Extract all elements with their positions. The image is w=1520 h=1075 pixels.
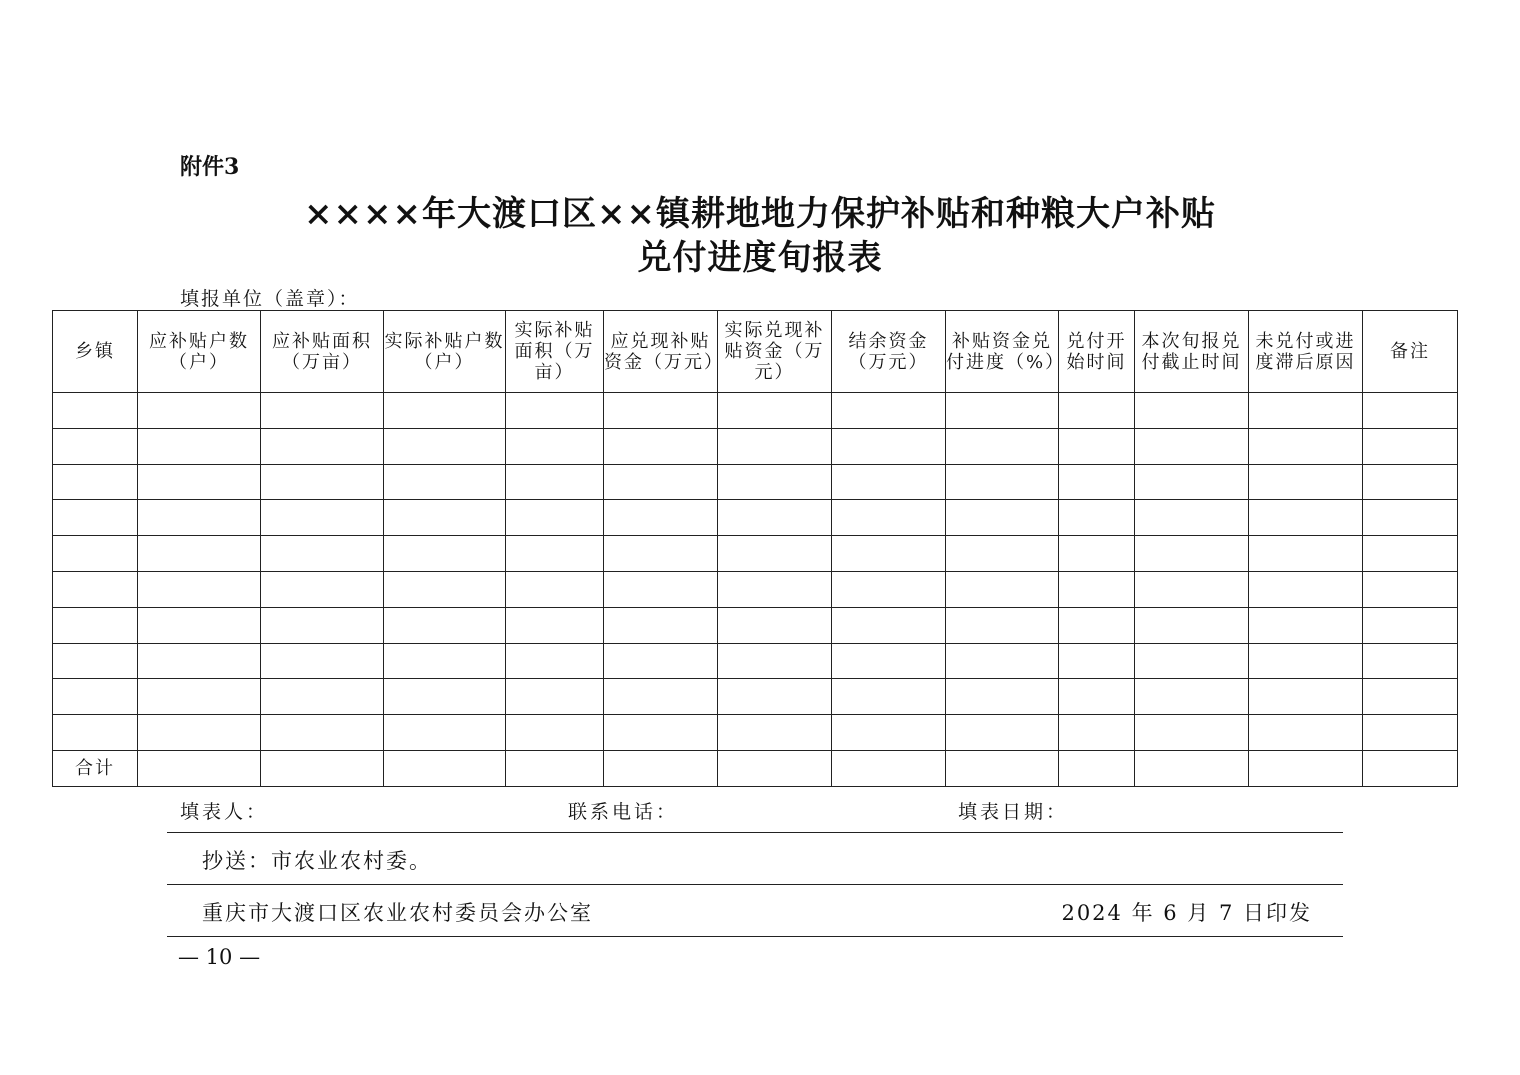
table-cell[interactable] [1135, 679, 1249, 715]
issue-date: 2024 年 6 月 7 日印发 [1061, 901, 1312, 925]
progress-report-table [52, 310, 1458, 787]
table-row [53, 536, 1458, 572]
table-cell[interactable] [718, 393, 832, 429]
table-cell[interactable] [1135, 607, 1249, 643]
table-cell[interactable] [1249, 607, 1363, 643]
divider-top [167, 832, 1343, 833]
table-cell[interactable] [261, 500, 384, 536]
table-cell[interactable] [946, 428, 1059, 464]
table-cell[interactable] [604, 679, 718, 715]
table-cell[interactable] [1135, 571, 1249, 607]
column-header: 应兑现补贴资金（万元） [604, 311, 718, 393]
table-cell[interactable] [1363, 571, 1458, 607]
table-cell[interactable] [832, 715, 946, 751]
table-cell[interactable] [384, 750, 506, 786]
table-cell[interactable] [506, 536, 604, 572]
table-cell[interactable] [506, 607, 604, 643]
table-cell[interactable] [261, 607, 384, 643]
table-cell[interactable] [138, 750, 261, 786]
table-cell[interactable] [604, 571, 718, 607]
table-cell[interactable] [53, 393, 138, 429]
table-cell[interactable] [718, 715, 832, 751]
table-cell[interactable] [832, 643, 946, 679]
table-cell[interactable] [384, 536, 506, 572]
table-cell[interactable] [1059, 643, 1135, 679]
table-cell[interactable] [604, 643, 718, 679]
table-cell[interactable] [1249, 500, 1363, 536]
table-cell[interactable] [1249, 715, 1363, 751]
attachment-label: 附件3 [180, 154, 240, 180]
table-cell[interactable] [1249, 643, 1363, 679]
column-header: 备注 [1363, 311, 1458, 393]
table-cell[interactable] [261, 643, 384, 679]
table-cell[interactable] [1249, 428, 1363, 464]
table-cell[interactable] [946, 679, 1059, 715]
table-cell[interactable] [1363, 750, 1458, 786]
total-label: 合计 [53, 750, 138, 786]
table-cell[interactable] [1135, 643, 1249, 679]
table-cell[interactable] [604, 428, 718, 464]
table-cell[interactable] [506, 428, 604, 464]
table-cell[interactable] [138, 679, 261, 715]
table-cell[interactable] [53, 536, 138, 572]
table-cell[interactable] [1363, 536, 1458, 572]
table-cell[interactable] [1059, 679, 1135, 715]
table-cell[interactable] [138, 500, 261, 536]
table-cell[interactable] [604, 607, 718, 643]
issuer: 重庆市大渡口区农业农村委员会办公室 [202, 901, 593, 925]
table-cell[interactable] [506, 750, 604, 786]
table-cell[interactable] [832, 536, 946, 572]
column-header: 实际补贴面积（万亩） [506, 311, 604, 393]
column-header: 未兑付或进度滞后原因 [1249, 311, 1363, 393]
table-cell[interactable] [53, 607, 138, 643]
table-cell[interactable] [946, 571, 1059, 607]
table-header-row [53, 311, 1458, 393]
table-cell[interactable] [506, 500, 604, 536]
table-cell[interactable] [946, 607, 1059, 643]
table-cell[interactable] [138, 607, 261, 643]
table-cell[interactable] [604, 464, 718, 500]
table-cell[interactable] [1249, 571, 1363, 607]
table-cell[interactable] [1059, 571, 1135, 607]
table-row [53, 393, 1458, 429]
column-header: 兑付开始时间 [1059, 311, 1135, 393]
table-cell[interactable] [946, 643, 1059, 679]
table-cell[interactable] [604, 715, 718, 751]
reporting-unit-label: 填报单位（盖章）： [180, 288, 360, 310]
table-cell[interactable] [506, 393, 604, 429]
table-cell[interactable] [138, 428, 261, 464]
table-cell[interactable] [261, 393, 384, 429]
table-cell[interactable] [946, 464, 1059, 500]
table-cell[interactable] [1059, 500, 1135, 536]
date-label: 填表日期： [958, 801, 1069, 823]
table-cell[interactable] [718, 607, 832, 643]
table-cell[interactable] [1135, 715, 1249, 751]
table-cell[interactable] [832, 571, 946, 607]
table-cell[interactable] [832, 607, 946, 643]
table-cell[interactable] [946, 536, 1059, 572]
table-cell[interactable] [506, 679, 604, 715]
table-row [53, 643, 1458, 679]
table-cell[interactable] [53, 428, 138, 464]
table-cell[interactable] [138, 715, 261, 751]
total-row [53, 750, 1458, 786]
table-cell[interactable] [946, 393, 1059, 429]
table-cell[interactable] [53, 643, 138, 679]
column-header: 补贴资金兑付进度（%） [946, 311, 1059, 393]
table-cell[interactable] [946, 500, 1059, 536]
table-cell[interactable] [261, 679, 384, 715]
table-row [53, 571, 1458, 607]
table-cell[interactable] [1059, 536, 1135, 572]
table-cell[interactable] [1059, 607, 1135, 643]
column-header: 应补贴户数（户） [138, 311, 261, 393]
table-cell[interactable] [1059, 428, 1135, 464]
divider-middle [167, 884, 1343, 885]
table-cell[interactable] [1059, 715, 1135, 751]
table-cell[interactable] [832, 464, 946, 500]
table-cell[interactable] [1135, 536, 1249, 572]
document-title-line1: ××××年大渡口区××镇耕地地力保护补贴和种粮大户补贴 [304, 194, 1216, 234]
table-cell[interactable] [604, 750, 718, 786]
table-cell[interactable] [718, 679, 832, 715]
page-number: — 10 — [178, 945, 261, 969]
table-row [53, 607, 1458, 643]
table-cell[interactable] [1059, 393, 1135, 429]
table-cell[interactable] [138, 393, 261, 429]
column-header: 本次旬报兑付截止时间 [1135, 311, 1249, 393]
column-header: 实际补贴户数（户） [384, 311, 506, 393]
table-cell[interactable] [1363, 715, 1458, 751]
table-cell[interactable] [604, 393, 718, 429]
table-cell[interactable] [1363, 607, 1458, 643]
table-cell[interactable] [1135, 464, 1249, 500]
table-cell[interactable] [946, 715, 1059, 751]
table-cell[interactable] [718, 643, 832, 679]
table-cell[interactable] [1249, 679, 1363, 715]
table-row [53, 464, 1458, 500]
column-header: 应补贴面积（万亩） [261, 311, 384, 393]
table-cell[interactable] [718, 500, 832, 536]
table-cell[interactable] [718, 464, 832, 500]
table-cell[interactable] [832, 679, 946, 715]
table-cell[interactable] [261, 750, 384, 786]
table-cell[interactable] [384, 571, 506, 607]
table-cell[interactable] [1249, 464, 1363, 500]
table-cell[interactable] [138, 571, 261, 607]
table-cell[interactable] [384, 393, 506, 429]
table-cell[interactable] [506, 715, 604, 751]
table-cell[interactable] [832, 428, 946, 464]
table-cell[interactable] [384, 428, 506, 464]
table-row [53, 428, 1458, 464]
table-cell[interactable] [1363, 643, 1458, 679]
table-cell[interactable] [261, 571, 384, 607]
table-cell[interactable] [506, 643, 604, 679]
table-cell[interactable] [1059, 750, 1135, 786]
table-cell[interactable] [384, 643, 506, 679]
table-cell[interactable] [384, 607, 506, 643]
table-cell[interactable] [1363, 428, 1458, 464]
table-cell[interactable] [1363, 464, 1458, 500]
filler-label: 填表人： [180, 801, 269, 823]
table-cell[interactable] [1135, 500, 1249, 536]
table-cell[interactable] [384, 500, 506, 536]
table-cell[interactable] [261, 715, 384, 751]
table-cell[interactable] [138, 643, 261, 679]
table-cell[interactable] [1135, 393, 1249, 429]
table-cell[interactable] [718, 571, 832, 607]
table-cell[interactable] [384, 679, 506, 715]
table-cell[interactable] [384, 715, 506, 751]
table-cell[interactable] [1135, 428, 1249, 464]
table-cell[interactable] [718, 428, 832, 464]
table-cell[interactable] [53, 571, 138, 607]
table-cell[interactable] [832, 750, 946, 786]
table-cell[interactable] [1249, 536, 1363, 572]
phone-label: 联系电话： [568, 801, 679, 823]
column-header: 结余资金（万元） [832, 311, 946, 393]
document-title-line2: 兑付进度旬报表 [637, 238, 883, 278]
table-body [53, 393, 1458, 787]
table-row [53, 715, 1458, 751]
table-cell[interactable] [53, 500, 138, 536]
table-row [53, 500, 1458, 536]
table-cell[interactable] [261, 536, 384, 572]
table-cell[interactable] [138, 536, 261, 572]
table-cell[interactable] [138, 464, 261, 500]
table-cell[interactable] [1135, 750, 1249, 786]
table-cell[interactable] [261, 464, 384, 500]
table-cell[interactable] [506, 464, 604, 500]
table-row [53, 679, 1458, 715]
table-cell[interactable] [1363, 679, 1458, 715]
table-cell[interactable] [1363, 500, 1458, 536]
table-cell[interactable] [718, 536, 832, 572]
column-header: 实际兑现补贴资金（万元） [718, 311, 832, 393]
table-cell[interactable] [506, 571, 604, 607]
table-cell[interactable] [261, 428, 384, 464]
table-cell[interactable] [1059, 464, 1135, 500]
table-cell[interactable] [718, 750, 832, 786]
table-cell[interactable] [946, 750, 1059, 786]
table-cell[interactable] [53, 715, 138, 751]
table-cell[interactable] [832, 393, 946, 429]
divider-bottom [167, 936, 1343, 937]
table-cell[interactable] [604, 500, 718, 536]
table-cell[interactable] [1249, 393, 1363, 429]
table-cell[interactable] [53, 679, 138, 715]
table-cell[interactable] [384, 464, 506, 500]
column-header: 乡镇 [53, 311, 138, 393]
table-cell[interactable] [1249, 750, 1363, 786]
table-cell[interactable] [53, 464, 138, 500]
table-cell[interactable] [832, 500, 946, 536]
table-cell[interactable] [604, 536, 718, 572]
cc-line: 抄送：市农业农村委。 [202, 849, 432, 873]
table-cell[interactable] [1363, 393, 1458, 429]
